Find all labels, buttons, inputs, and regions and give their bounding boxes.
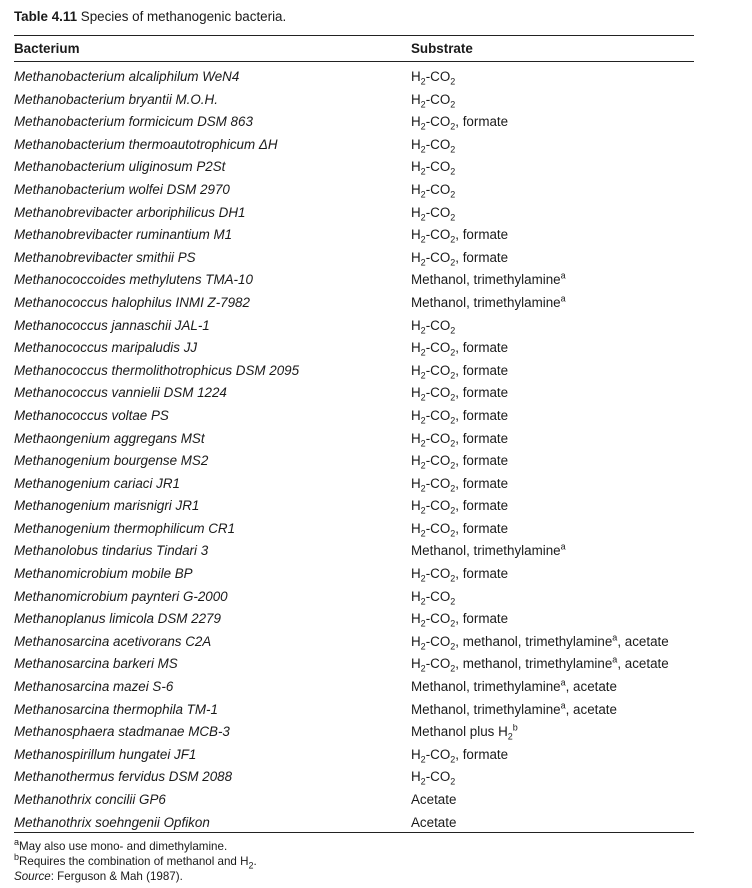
table-row — [14, 134, 704, 157]
bacterium-name: Methanobacterium uliginosum P2St — [14, 159, 226, 175]
substrate-text: -CO — [425, 204, 451, 220]
footnote-mark: b — [512, 722, 518, 733]
substrate-text: H — [411, 181, 421, 197]
column-header-bacterium: Bacterium — [14, 41, 80, 56]
substrate-cell — [411, 676, 617, 698]
substrate-cell — [411, 631, 669, 653]
footnote-mark: a — [560, 542, 566, 552]
footnote-b-end: . — [253, 855, 257, 868]
substrate-cell — [411, 563, 508, 585]
substrate-text: -CO — [425, 227, 451, 243]
table-footnotes — [14, 839, 257, 884]
bacterium-name: Methanococcus maripaludis JJ — [14, 340, 198, 356]
table-row — [14, 721, 704, 744]
subscript: 2 — [450, 573, 456, 584]
subscript: 2 — [450, 438, 456, 449]
substrate-text: Methanol plus H — [411, 724, 508, 740]
table-row — [14, 450, 704, 473]
subscript: 2 — [450, 234, 456, 245]
subscript: 2 — [450, 528, 456, 539]
subscript: 2 — [420, 347, 426, 358]
subscript: 2 — [450, 460, 456, 471]
bacterium-name: Methanobrevibacter ruminantium M1 — [14, 227, 233, 243]
subscript: 2 — [450, 777, 456, 788]
subscript: 2 — [450, 121, 456, 132]
subscript: 2 — [420, 167, 426, 178]
table-body — [14, 66, 704, 834]
bacterium-name: Methanococcus vannielii DSM 1224 — [14, 385, 227, 401]
bacterium-name: Methanomicrobium mobile BP — [14, 566, 193, 582]
substrate-text: , formate — [455, 114, 509, 130]
substrate-text: H — [411, 136, 421, 152]
substrate-text: , acetate — [617, 633, 669, 649]
subscript: 2 — [420, 99, 426, 110]
table-row — [14, 337, 704, 360]
subscript: 2 — [450, 641, 456, 652]
substrate-cell — [411, 89, 455, 111]
substrate-cell — [411, 156, 455, 178]
footnote-mark: a — [560, 270, 566, 281]
bacterium-name: Methanothermus fervidus DSM 2088 — [14, 769, 233, 785]
subscript: 2 — [420, 370, 426, 381]
substrate-cell — [411, 699, 617, 721]
substrate-text: -CO — [425, 249, 451, 265]
subscript: 2 — [420, 528, 426, 539]
table-row — [14, 428, 704, 451]
bacterium-name: Methanogenium thermophilicum CR1 — [14, 520, 236, 536]
substrate-text: -CO — [425, 769, 451, 785]
substrate-text: , formate — [455, 249, 509, 265]
substrate-cell — [411, 111, 508, 133]
substrate-text: H — [411, 633, 421, 649]
substrate-cell — [411, 66, 455, 88]
substrate-cell — [411, 428, 508, 450]
footnote-a-mark: a — [14, 837, 20, 848]
substrate-text: -CO — [425, 91, 451, 107]
bacterium-name: Methanobacterium alcaliphilum WeN4 — [14, 69, 240, 84]
table-row — [14, 608, 704, 631]
substrate-cell — [411, 224, 508, 246]
substrate-cell — [411, 473, 508, 495]
substrate-cell — [411, 337, 508, 359]
bacterium-name: Methaongenium aggregans MSt — [14, 430, 205, 446]
substrate-text: , formate — [455, 746, 509, 762]
subscript: 2 — [420, 392, 426, 403]
bacterium-name: Methanosarcina thermophila TM-1 — [14, 701, 218, 717]
bottom-rule — [14, 832, 694, 833]
substrate-cell — [411, 179, 455, 201]
substrate-text: , formate — [455, 407, 509, 423]
substrate-text: H — [411, 769, 421, 785]
bacterium-name: Methanothrix soehngenii Opfikon — [14, 814, 210, 830]
subscript: 2 — [450, 483, 456, 494]
bacterium-name: Methanococcus thermolithotrophicus DSM 2095 — [14, 362, 300, 378]
table-row — [14, 89, 704, 112]
substrate-text: H — [411, 611, 421, 627]
table-row — [14, 202, 704, 225]
substrate-text: H — [411, 159, 421, 175]
source-label: Source — [14, 870, 51, 883]
substrate-text: -CO — [425, 159, 451, 175]
footnote-mark: a — [560, 700, 566, 711]
substrate-text: H — [411, 588, 421, 604]
substrate-text: H — [411, 746, 421, 762]
subscript: 2 — [450, 505, 456, 516]
subscript: 2 — [450, 754, 456, 765]
substrate-text: H — [411, 520, 421, 536]
table-row — [14, 540, 704, 563]
table-row — [14, 405, 704, 428]
substrate-text: H — [411, 475, 421, 491]
table-row — [14, 247, 704, 270]
table-title: Species of methanogenic bacteria. — [80, 9, 287, 24]
footnote-mark: a — [560, 293, 566, 304]
substrate-text: , formate — [455, 475, 509, 491]
substrate-cell — [411, 721, 518, 743]
source-text: : Ferguson & Mah (1987). — [50, 870, 183, 883]
subscript: 2 — [420, 596, 426, 607]
footnote-a — [14, 839, 257, 854]
subscript: 2 — [420, 438, 426, 449]
substrate-cell — [411, 405, 508, 427]
substrate-cell — [411, 518, 508, 540]
subscript: 2 — [450, 664, 456, 675]
substrate-text: -CO — [425, 136, 451, 152]
subscript: 2 — [450, 370, 456, 381]
substrate-cell — [411, 789, 456, 811]
substrate-cell — [411, 744, 508, 766]
table-row — [14, 292, 704, 315]
subscript: 2 — [450, 212, 456, 223]
substrate-cell — [411, 315, 455, 337]
substrate-text: -CO — [425, 453, 451, 469]
substrate-text: , formate — [455, 227, 509, 243]
subscript: 2 — [450, 347, 456, 358]
bacterium-name: Methanosarcina barkeri MS — [14, 656, 178, 672]
table-row — [14, 563, 704, 586]
subscript: 2 — [450, 167, 456, 178]
substrate-text: -CO — [425, 385, 451, 401]
bacterium-name: Methanogenium cariaci JR1 — [14, 475, 180, 491]
substrate-text: H — [411, 498, 421, 514]
substrate-cell — [411, 812, 456, 834]
substrate-text: , formate — [455, 566, 509, 582]
substrate-cell — [411, 360, 508, 382]
substrate-text: Acetate — [411, 814, 457, 830]
substrate-text: Methanol, trimethylamine — [411, 543, 561, 559]
substrate-text: , acetate — [565, 701, 617, 717]
substrate-text: H — [411, 340, 421, 356]
substrate-text: -CO — [425, 656, 451, 672]
substrate-text: H — [411, 204, 421, 220]
top-rule — [14, 35, 694, 36]
subscript: 2 — [420, 618, 426, 629]
bacterium-name: Methanobacterium bryantii M.O.H. — [14, 91, 218, 107]
substrate-text: -CO — [425, 588, 451, 604]
footnote-mark: a — [612, 654, 618, 665]
table-row — [14, 495, 704, 518]
footnote-mark: a — [612, 632, 618, 643]
table-row — [14, 699, 704, 722]
subscript: 2 — [507, 731, 513, 742]
bacterium-name: Methanobacterium thermoautotrophicum ΔH — [14, 136, 278, 152]
subscript: 2 — [420, 505, 426, 516]
footnote-mark: a — [560, 677, 566, 688]
substrate-text: H — [411, 227, 421, 243]
substrate-text: , formate — [455, 520, 509, 536]
substrate-cell — [411, 450, 508, 472]
substrate-text: H — [411, 407, 421, 423]
bacterium-name: Methanococcus voltae PS — [14, 407, 169, 423]
substrate-text: H — [411, 453, 421, 469]
bacterium-name: Methanobacterium wolfei DSM 2970 — [14, 181, 230, 197]
subscript: 2 — [420, 144, 426, 155]
bacterium-name: Methanoplanus limicola DSM 2279 — [14, 611, 221, 627]
substrate-text: -CO — [425, 611, 451, 627]
substrate-text: -CO — [425, 362, 451, 378]
substrate-text: -CO — [425, 633, 451, 649]
substrate-text: Methanol, trimethylamine — [411, 272, 561, 288]
substrate-cell — [411, 766, 455, 788]
table-row — [14, 473, 704, 496]
table-row — [14, 789, 704, 812]
table-row — [14, 586, 704, 609]
substrate-cell — [411, 202, 455, 224]
substrate-text: H — [411, 249, 421, 265]
table-row — [14, 653, 704, 676]
footnote-b-subscript: 2 — [248, 860, 254, 871]
subscript: 2 — [420, 234, 426, 245]
source-note — [14, 869, 257, 884]
substrate-text: , formate — [455, 430, 509, 446]
subscript: 2 — [420, 189, 426, 200]
bacterium-name: Methanococcus halophilus INMI Z-7982 — [14, 294, 250, 310]
substrate-text: Methanol, trimethylamine — [411, 679, 561, 695]
substrate-text: -CO — [425, 114, 451, 130]
table-number: Table 4.11 — [14, 9, 78, 24]
subscript: 2 — [420, 76, 426, 87]
substrate-text: -CO — [425, 498, 451, 514]
table-row — [14, 744, 704, 767]
subscript: 2 — [450, 257, 456, 268]
substrate-text: H — [411, 317, 421, 333]
footnote-a-text: May also use mono- and dimethylamine. — [19, 840, 228, 853]
substrate-text: -CO — [425, 69, 451, 84]
subscript: 2 — [420, 573, 426, 584]
substrate-text: -CO — [425, 746, 451, 762]
substrate-text: , formate — [455, 611, 509, 627]
substrate-text: -CO — [425, 566, 451, 582]
substrate-cell — [411, 292, 566, 314]
subscript: 2 — [450, 618, 456, 629]
table-row — [14, 812, 704, 835]
subscript: 2 — [450, 415, 456, 426]
table-row — [14, 111, 704, 134]
subscript: 2 — [450, 325, 456, 336]
substrate-text: Methanol, trimethylamine — [411, 294, 561, 310]
subscript: 2 — [420, 641, 426, 652]
substrate-text: -CO — [425, 520, 451, 536]
subscript: 2 — [420, 415, 426, 426]
subscript: 2 — [450, 144, 456, 155]
substrate-text: H — [411, 385, 421, 401]
footnote-b — [14, 854, 257, 869]
substrate-text: , methanol, trimethylamine — [455, 656, 613, 672]
substrate-text: -CO — [425, 181, 451, 197]
substrate-text: , formate — [455, 498, 509, 514]
subscript: 2 — [420, 460, 426, 471]
table-row — [14, 66, 704, 89]
substrate-text: , formate — [455, 385, 509, 401]
table-row — [14, 360, 704, 383]
subscript: 2 — [450, 99, 456, 110]
substrate-text: H — [411, 362, 421, 378]
substrate-text: -CO — [425, 430, 451, 446]
subscript: 2 — [420, 664, 426, 675]
bacterium-name: Methanogenium marisnigri JR1 — [14, 498, 200, 514]
subscript: 2 — [450, 596, 456, 607]
header-rule — [14, 61, 694, 62]
substrate-cell — [411, 134, 455, 156]
substrate-cell — [411, 495, 508, 517]
table-row — [14, 676, 704, 699]
substrate-text: , acetate — [565, 679, 617, 695]
bacterium-name: Methanobrevibacter smithii PS — [14, 249, 196, 265]
substrate-text: -CO — [425, 340, 451, 356]
table-row — [14, 156, 704, 179]
substrate-text: H — [411, 430, 421, 446]
bacterium-name: Methanogenium bourgense MS2 — [14, 453, 209, 469]
substrate-text: -CO — [425, 475, 451, 491]
substrate-cell — [411, 382, 508, 404]
substrate-text: H — [411, 656, 421, 672]
table-row — [14, 631, 704, 654]
bacterium-name: Methanosarcina mazei S-6 — [14, 679, 174, 695]
subscript: 2 — [420, 754, 426, 765]
subscript: 2 — [420, 777, 426, 788]
bacterium-name: Methanolobus tindarius Tindari 3 — [14, 543, 209, 559]
substrate-text: , acetate — [617, 656, 669, 672]
subscript: 2 — [450, 189, 456, 200]
table-row — [14, 179, 704, 202]
bacterium-name: Methanothrix concilii GP6 — [14, 792, 166, 807]
substrate-cell — [411, 247, 508, 269]
substrate-text: -CO — [425, 407, 451, 423]
footnote-b-text: Requires the combination of methanol and H — [19, 855, 249, 868]
substrate-text: -CO — [425, 317, 451, 333]
bacterium-name: Methanospirillum hungatei JF1 — [14, 746, 197, 762]
table-row — [14, 766, 704, 789]
column-header-substrate: Substrate — [411, 41, 473, 56]
bacterium-name: Methanosarcina acetivorans C2A — [14, 633, 212, 649]
bacterium-name: Methanosphaera stadmanae MCB-3 — [14, 724, 230, 740]
table-row — [14, 224, 704, 247]
substrate-cell — [411, 608, 508, 630]
substrate-cell — [411, 540, 566, 562]
substrate-text: , methanol, trimethylamine — [455, 633, 613, 649]
substrate-text: , formate — [455, 362, 509, 378]
subscript: 2 — [420, 121, 426, 132]
substrate-text: H — [411, 69, 421, 84]
subscript: 2 — [420, 212, 426, 223]
substrate-text: , formate — [455, 453, 509, 469]
substrate-text: , formate — [455, 340, 509, 356]
substrate-cell — [411, 269, 566, 291]
bacterium-name: Methanomicrobium paynteri G-2000 — [14, 588, 228, 604]
substrate-text: Methanol, trimethylamine — [411, 701, 561, 717]
table-row — [14, 382, 704, 405]
bacterium-name: Methanococcoides methylutens TMA-10 — [14, 272, 253, 288]
subscript: 2 — [420, 325, 426, 336]
table-caption — [14, 9, 286, 25]
subscript: 2 — [420, 483, 426, 494]
subscript: 2 — [450, 76, 456, 87]
substrate-cell — [411, 586, 455, 608]
bacterium-name: Methanobacterium formicicum DSM 863 — [14, 114, 253, 130]
substrate-cell — [411, 653, 669, 675]
table-row — [14, 269, 704, 292]
table-row — [14, 315, 704, 338]
substrate-text: H — [411, 91, 421, 107]
bacterium-name: Methanobrevibacter arboriphilicus DH1 — [14, 204, 246, 220]
substrate-text: H — [411, 114, 421, 130]
subscript: 2 — [420, 257, 426, 268]
table-row — [14, 518, 704, 541]
substrate-text: H — [411, 566, 421, 582]
substrate-text: Acetate — [411, 792, 457, 807]
footnote-b-mark: b — [14, 852, 20, 863]
subscript: 2 — [450, 392, 456, 403]
bacterium-name: Methanococcus jannaschii JAL-1 — [14, 317, 210, 333]
